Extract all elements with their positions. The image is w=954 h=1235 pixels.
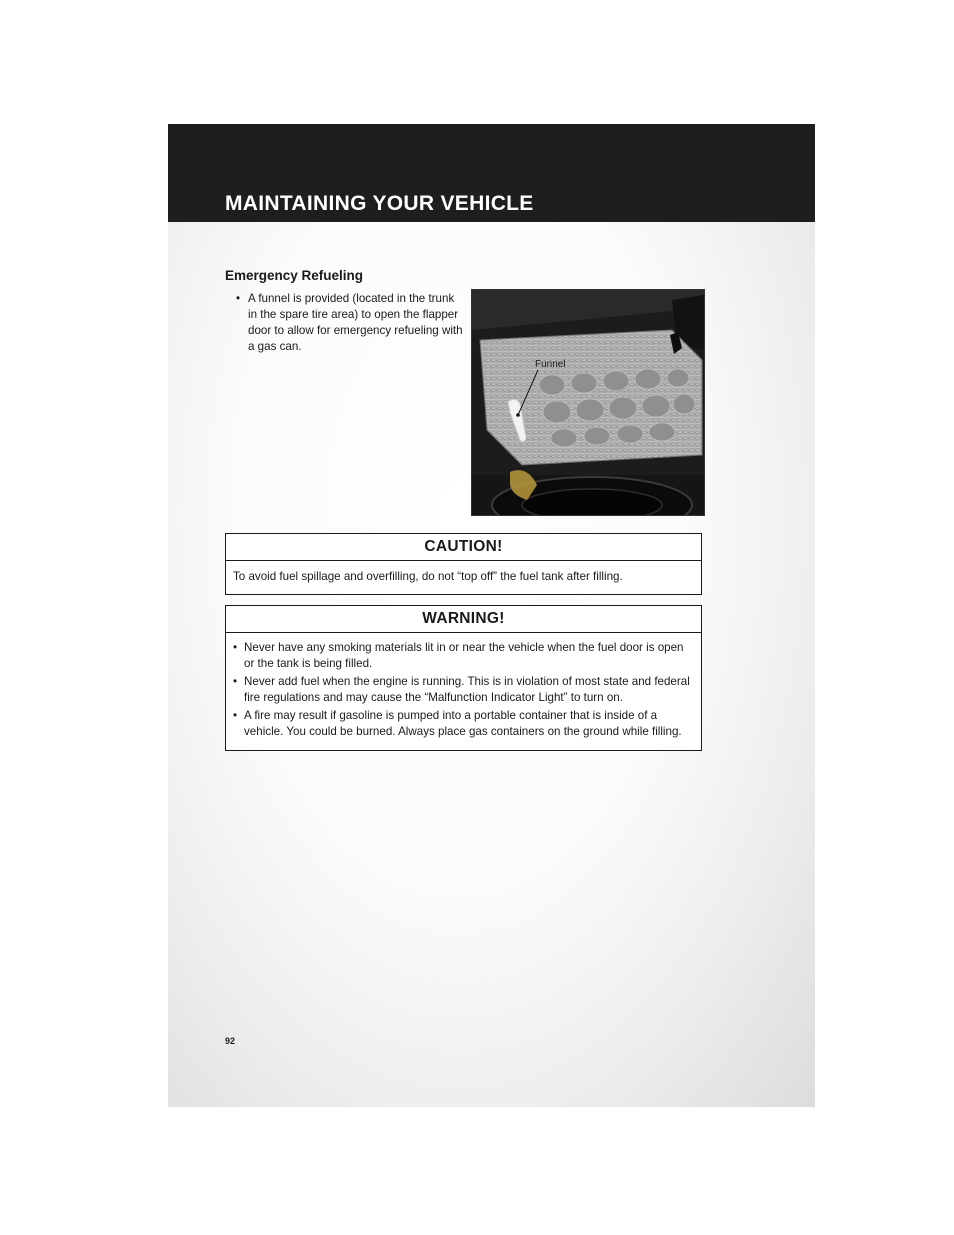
warning-heading: WARNING! [226, 606, 701, 633]
warning-box [225, 605, 702, 751]
manual-page [168, 124, 815, 1107]
caution-box [225, 533, 702, 595]
intro-bullet: • A funnel is provided (located in the trunk in the spare tire area) to open the flapper door to allow for emergency refueling with a gas can. [234, 291, 466, 355]
intro-bullet-list [234, 291, 466, 355]
warning-list [226, 633, 701, 750]
page-title: MAINTAINING YOUR VEHICLE [225, 192, 534, 215]
warning-item: • Never add fuel when the engine is running. This is in violation of most state and federal fire regulations and may cause the “Malfunction Indicator Light” to turn on. [233, 674, 694, 706]
caution-heading: CAUTION! [226, 534, 701, 561]
page-header [168, 124, 815, 222]
caution-text: To avoid fuel spillage and overfilling, do not “top off” the fuel tank after filling. [233, 570, 623, 583]
warning-item: • Never have any smoking materials lit in or near the vehicle when the fuel door is open or the tank is being filled. [233, 640, 694, 672]
warning-item: • A fire may result if gasoline is pumped into a portable container that is inside of a vehicle. You could be burned. Always place gas containers on the ground while filling. [233, 708, 694, 740]
trunk-spare-tire-photo [471, 289, 705, 516]
section-title: Emergency Refueling [225, 268, 364, 283]
page-number: 92 [225, 1036, 236, 1046]
funnel-callout-label: Funnel [535, 359, 566, 370]
trunk-photo-illustration [472, 290, 704, 515]
